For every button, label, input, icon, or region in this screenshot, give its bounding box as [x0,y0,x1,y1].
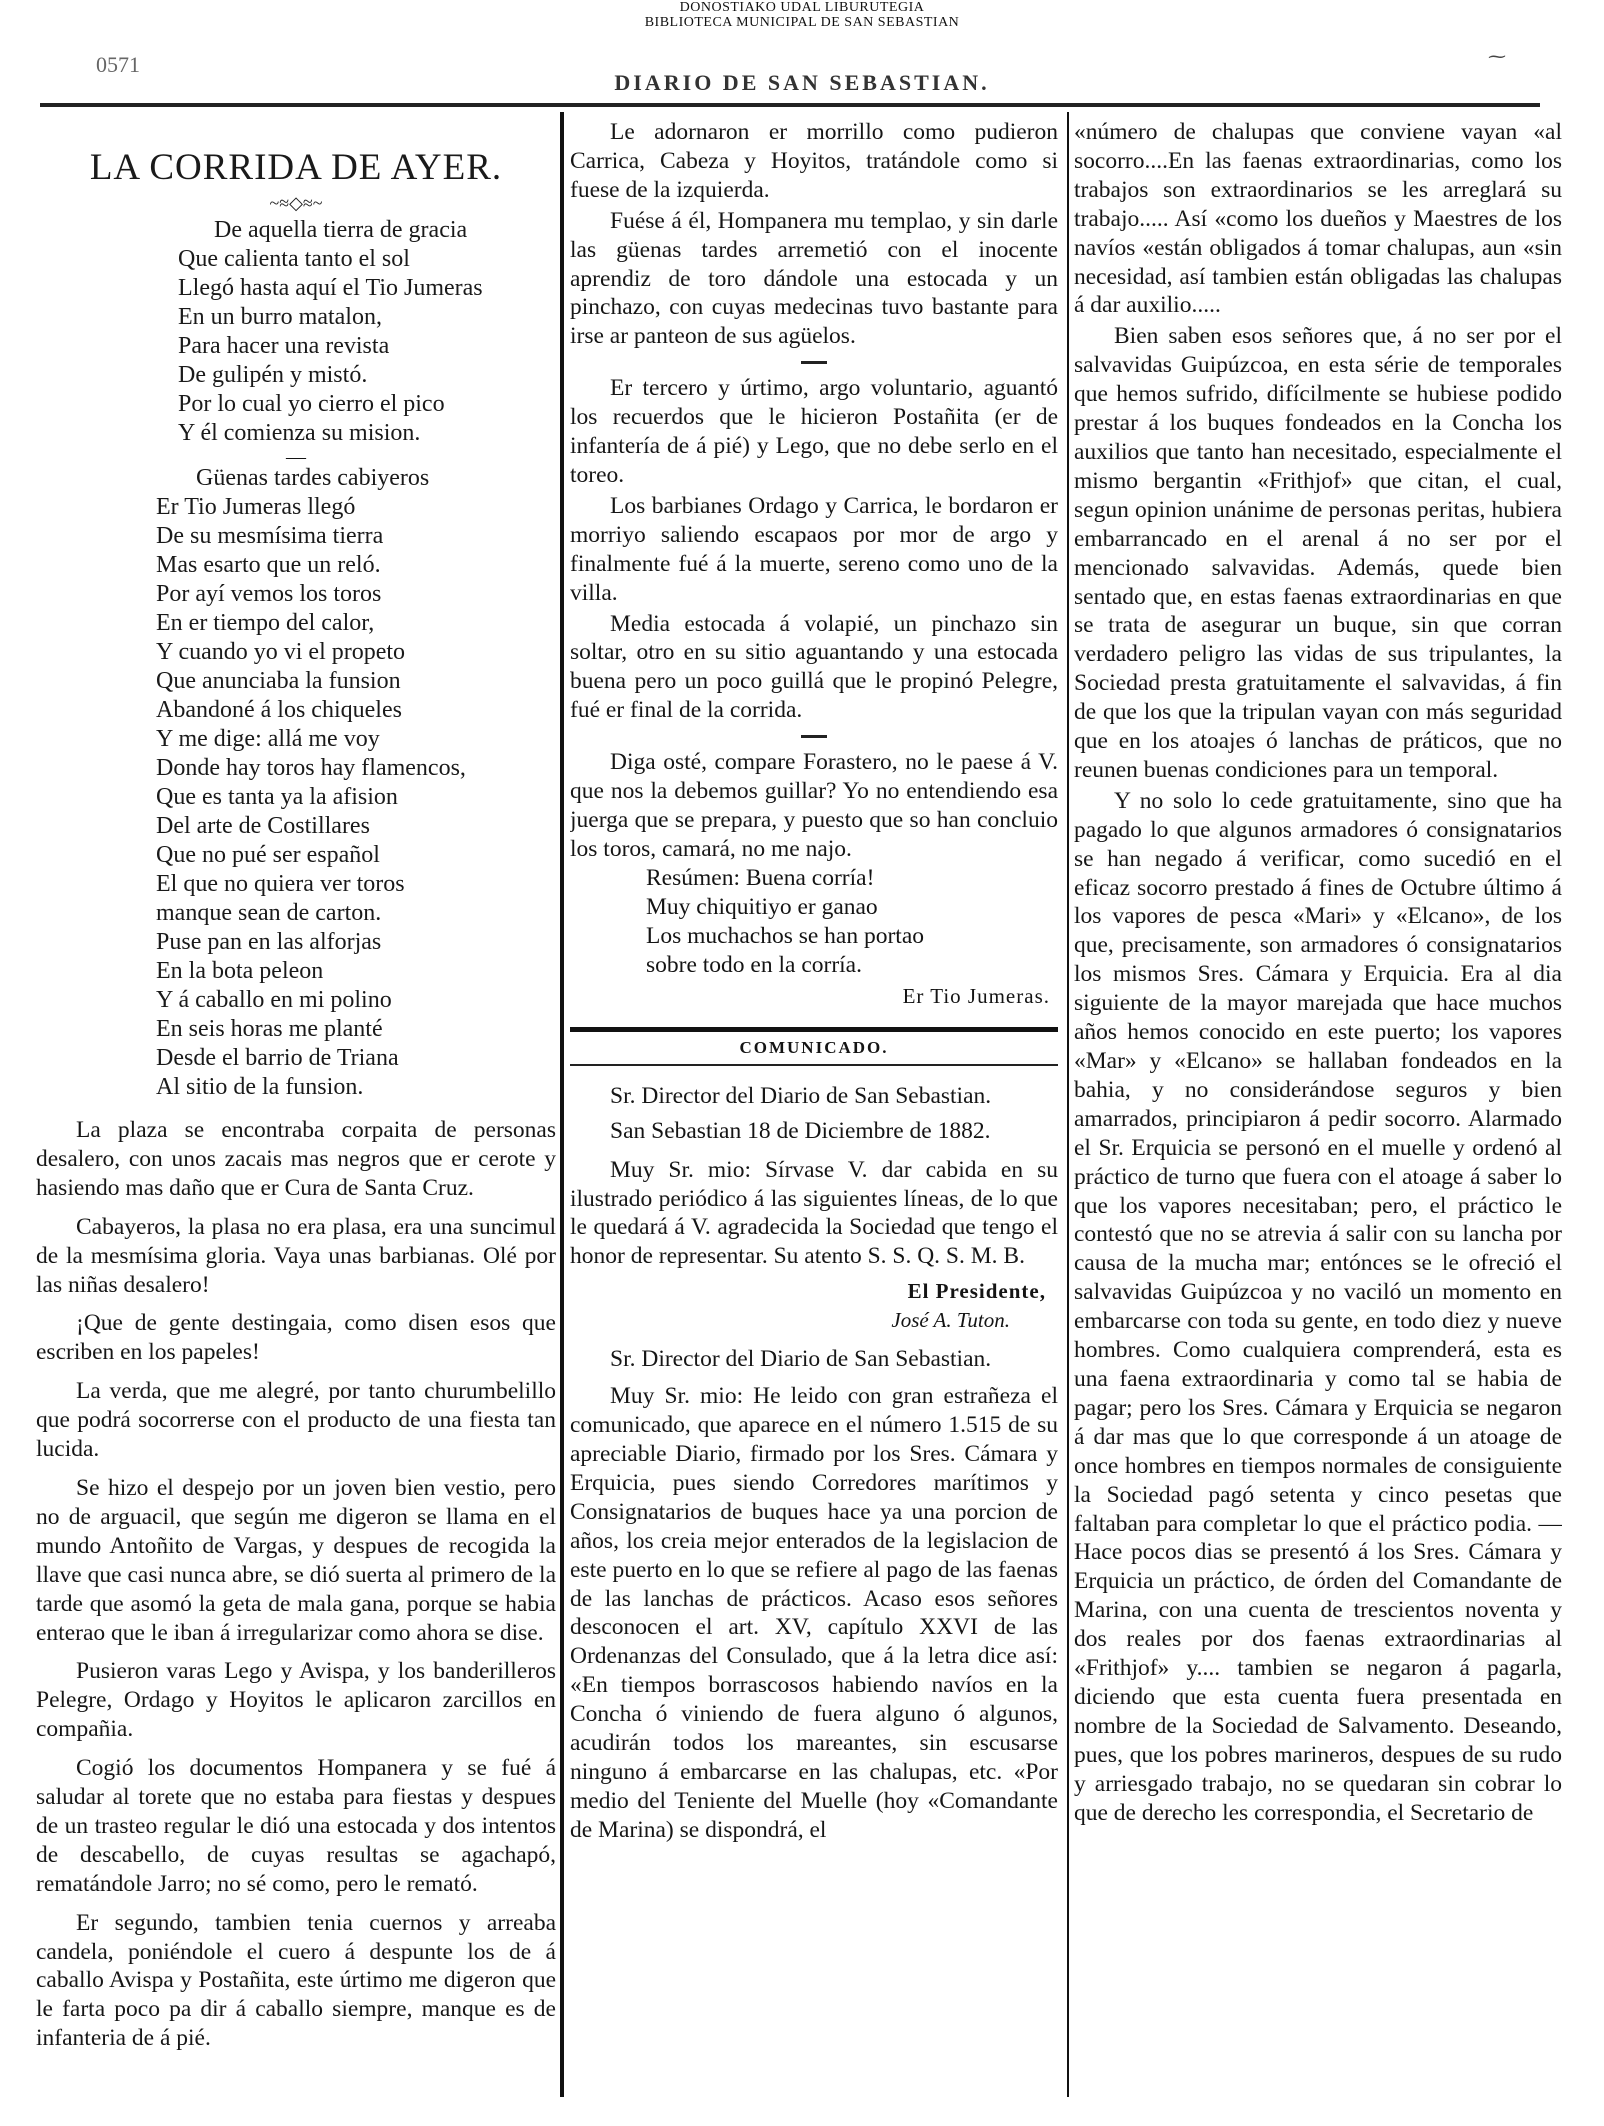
article-paragraph: ¡Que de gente destingaia, como disen esos que escriben en los papeles! [36,1310,556,1366]
article-paragraph: Fuése á él, Hompanera mu templao, y sin darle las güenas tardes arremetió con el inocente aprendiz de toro dándole una estocada y un pinchazo, con cuyas medecinas tuvo bastante para irse ar panteon de sus agüelos. [570,207,1058,350]
verse-stanza-1 [178,216,556,448]
section-heading: COMUNICADO. [739,1037,889,1057]
verse-line: Del arte de Costillares [156,813,370,839]
verse-line: De su mesmísima tierra [156,523,384,549]
verse-line: Donde hay toros hay flamencos, [156,755,466,781]
masthead-mark: ⁓ [1488,46,1506,66]
library-header-basque: DONOSTIAKO UDAL LIBURUTEGIA [679,0,925,15]
section-rule [570,1027,1058,1032]
verse-line: Que anunciaba la funsion [156,668,401,694]
verse-line: Que calienta tanto el sol [178,246,410,272]
article-paragraph: Cabayeros, la plasa no era plasa, era una suncimul de la mesmísima gloria. Vaya unas barbianas. Olé por las niñas desalero! [36,1213,556,1298]
column-2 [570,116,1058,2106]
article-paragraph: Le adornaron er morrillo como pudieron Carrica, Cabeza y Hoyitos, tratándole como si fuese de la izquierda. [570,119,1058,203]
verse-line: En seis horas me planté [156,1016,383,1042]
library-header-spanish: BIBLIOTECA MUNICIPAL DE SAN SEBASTIAN [644,15,960,30]
letter-salutation: Sr. Director del Diario de San Sebastian. [610,1082,992,1109]
verse-line: En un burro matalon, [178,304,382,330]
letter-paragraph: «número de chalupas que conviene vayan «al socorro....En las faenas extraordinarias, como los trabajos son extraordinarios se les arreglará su trabajo..... Así «como los dueños y Maestres de los navíos «están obligados á tomar chalupas, aun «sin necesidad, así tambien están obligadas las chalupas á dar auxilio..... [1074,119,1562,319]
article-paragraph: Pusieron varas Lego y Avispa, y los banderilleros Pelegre, Ordago y Hoyitos le aplicaron zarcillos en compañia. [36,1658,556,1743]
verse-stanza-2 [156,464,556,1102]
article-paragraph: Media estocada á volapié, un pinchazo sin soltar, otro en su sitio aguantando y una estocada buena pero un poco guillá que le propinó Pelegre, fué er final de la corrida. [570,610,1058,724]
verse-line: Los muchachos se han portao [646,922,925,949]
verse-line: Abandoné á los chiqueles [156,697,402,723]
title-ornament: ~≈◇≈~ [269,193,323,213]
masthead-rule [40,103,1540,107]
verse-line: Por lo cual yo cierro el pico [178,391,445,417]
article-paragraph: Cogió los documentos Hompanera y se fué á saludar al torete que no estaba para fiestas y despues de un trasteo regular le dió una estocada y dos intentos de descabello, de cuyas resultas se agachapó, rematándole Jarro; no sé como, pero le remató. [36,1755,556,1897]
verse-line: Llegó hasta aquí el Tio Jumeras [178,275,483,301]
library-header [0,0,1604,30]
verse-line: Y me dige: allá me voy [156,726,380,752]
masthead: DIARIO DE SAN SEBASTIAN. [614,70,990,95]
closing-verse [646,864,1058,980]
letter-dateline: San Sebastian 18 de Diciembre de 1882. [610,1117,991,1144]
letter-paragraph: Bien saben esos señores que, á no ser por el salvavidas Guipúzcoa, en esta série de temporales que hemos sufrido, difícilmente se hubiese podido prestar á los buques fondeados en la Concha los auxilios que tanto han necesitado, especialmente el mismo bergantin «Frithjof» que citan, el cual, segun opinion unánime de personas peritas, hubiera embarrancado en el arenal á no ser por el mencionado salvavidas. Además, quede bien sentado que, en estas faenas extraordinarias en que se trata de asegurar un buque, sin que corran verdadero peligro las vidas de sus tripulantes, la Sociedad presta gratuitamente el salvavidas, á fin de que los que la tripulan vayan con más seguridad que en los atoajes ó lanchas de práticos, que no reunen buenas condiciones para un temporal. [1074,323,1562,783]
article-paragraph: Se hizo el despejo por un joven bien vestio, pero no de arguacil, que según me digeron se llama en el mundo Antoñito de Vargas, y despues de recogida la llave que casi nunca abre, se dió suerta al primero de la tarde que asomó la geta de mala gana, porque se habia enterao que le iban á irregularizar como ahora se dise. [36,1474,556,1646]
verse-line: sobre todo en la corría. [646,951,862,978]
verse-line: De aquella tierra de gracia [214,217,468,243]
verse-line: Al sitio de la funsion. [156,1074,364,1100]
verse-line: El que no quiera ver toros [156,871,405,897]
column-rule-right [1067,112,1069,2097]
verse-line: Por ayí vemos los toros [156,581,382,607]
section-rule-thin [570,1064,1058,1066]
verse-line: Mas esarto que un reló. [156,552,381,578]
article-signature: Er Tio Jumeras. [902,983,1050,1008]
verse-line: Puse pan en las alforjas [156,929,382,955]
verse-line: Güenas tardes cabiyeros [196,465,430,491]
section-separator [801,735,827,738]
verse-line: Desde el barrio de Triana [156,1045,399,1071]
page-number: 0571 [96,52,140,77]
article-title: LA CORRIDA DE AYER. [89,147,503,188]
stanza-separator: — [286,446,306,468]
verse-line: manque sean de carton. [156,900,382,926]
verse-line: Y cuando yo vi el propeto [156,639,406,665]
verse-line: Resúmen: Buena corría! [646,864,875,891]
article-paragraph: La plaza se encontraba corpaita de personas desalero, con unos zacais mas negros que er cerote y hasiendo mas daño que er Cura de Santa Cruz. [36,1117,556,1201]
article-paragraph: La verda, que me alegré, por tanto churumbelillo que podrá socorrerse con el producto de una fiesta tan lucida. [36,1378,556,1463]
verse-line: Y él comienza su mision. [178,420,421,446]
article-paragraph: Er segundo, tambien tenia cuernos y arreaba candela, poniéndole el cuero á despunte los de á caballo Avispa y Postañita, este úrtimo me digeron que le farta poco pa dir á caballo siempre, manque es de infanteria de á pié. [36,1909,556,2052]
verse-line: Er Tio Jumeras llegó [156,494,356,520]
verse-line: Y á caballo en mi polino [156,987,392,1013]
letter-signature-title: El Presidente, [907,1279,1046,1304]
letter-body: Muy Sr. mio: Sírvase V. dar cabida en su ilustrado periódico á las siguientes líneas, de lo que le quedará á V. agradecida la Sociedad que tengo el honor de representar. Su atento S. S. Q. S. M. B. [570,1156,1058,1270]
letter-body: Muy Sr. mio: He leido con gran estrañeza el comunicado, que aparece en el número 1.515 de su apreciable Diario, firmado por los Sres. Cámara y Erquicia, pues siendo Corredores marítimos y Consignatarios de buques hace ya una porcion de años, los creia mejor enterados de la legislacion de este puerto en lo que se refiere al pago de las faenas de las lanchas de prácticos. Acaso esos señores desconocen el art. XV, capítulo XXVI de las Ordenanzas del Consulado, que á la letra dice así: «En tiempos borrascosos habiendo navíos en la Concha ó viniendo de fuera alguno ó algunos, acudirán todos los mareantes, sin escusarse ninguno á embarcarse en las chalupas, etc. «Por medio del Teniente del Muelle (hoy «Comandante de Marina) se dispondrá, el [570,1383,1058,1843]
letter-salutation: Sr. Director del Diario de San Sebastian. [610,1346,992,1373]
verse-line: En la bota peleon [156,958,324,984]
verse-line: Que no pué ser español [156,842,380,868]
article-paragraph: Los barbianes Ordago y Carrica, le bordaron er morriyo saliendo escapaos por mor de argo y finalmente fué á la muerte, sereno como uno de la villa. [570,492,1058,606]
letter-paragraph: Y no solo lo cede gratuitamente, sino que ha pagado lo que algunos armadores ó consignatarios se han negado á verificar, como sucedió en el eficaz socorro prestado á fines de Octubre último á los vapores de pesca «Mari» y «Elcano», de los que, precisamente, son armadores ó consignatarios los mismos Sres. Cámara y Erquicia. Era al dia siguiente de la mayor marejada que hace muchos años hemos conocido en este puerto; los vapores «Mar» y «Elcano» se hallaban fondeados en la bahia, y no considerándose seguros y bien amarrados, principiaron á pedir socorro. Alarmado el Sr. Erquicia se personó en el muelle y ordenó al práctico de turno que fuera con el atoage á saber lo que los vapores necesitaban; pero, el práctico le contestó que no se atrevia á salir con su lancha por causa de la mucha mar; entónces se le ofreció el salvavidas Guipúzcoa y no vaciló un momento en embarcarse con toda su gente, en todo diez y nueve hombres. Como cualquiera comprenderá, esta es una faena extraordinaria y como tal se habia de pagar; pero los Sres. Cámara y Erquicia se negaron á dar mas que lo que corresponde á un atoage de once hombres en tiempos normales de consiguiente la Sociedad pagó setenta y cinco pesetas que faltaban para completar lo que el práctico podia. — Hace pocos dias se presentó á los Sres. Cámara y Erquicia un práctico, de órden del Comandante de Marina, con una cuenta de trescientos noventa y dos reales por dos faenas extraordinarias al «Frithjof» y.... tambien se negaron á pagarla, diciendo que esta cuenta fuera presentada en nombre de la Sociedad de Salvamento. Deseando, pues, que los pobres marineros, despues de su rudo y arriesgado trabajo, no se quedaran sin cobrar lo que de derecho les correspondia, el Secretario de [1074,787,1562,1826]
column-1 [36,116,556,2106]
article-paragraph: Er tercero y úrtimo, argo voluntario, aguantó los recuerdos que le hicieron Postañita (er de infantería de á pié) y Lego, que no debe serlo en el toreo. [570,375,1058,488]
verse-line: En er tiempo del calor, [156,610,375,636]
column-3 [1074,116,1562,2106]
article-paragraph: Diga osté, compare Forastero, no le paese á V. que nos la debemos guillar? Yo no entendiendo esa juerga que se prepara, y puesto que so han concluio los toros, camará, no me najo. [570,749,1058,862]
verse-line: Que es tanta ya la afision [156,784,398,810]
verse-line: De gulipén y mistó. [178,362,368,388]
verse-line: Para hacer una revista [178,333,390,359]
column-rule-left [560,112,564,2097]
section-separator [801,361,827,364]
letter-signature-name: José A. Tuton. [891,1308,1010,1333]
verse-line: Muy chiquitiyo er ganao [646,893,878,920]
